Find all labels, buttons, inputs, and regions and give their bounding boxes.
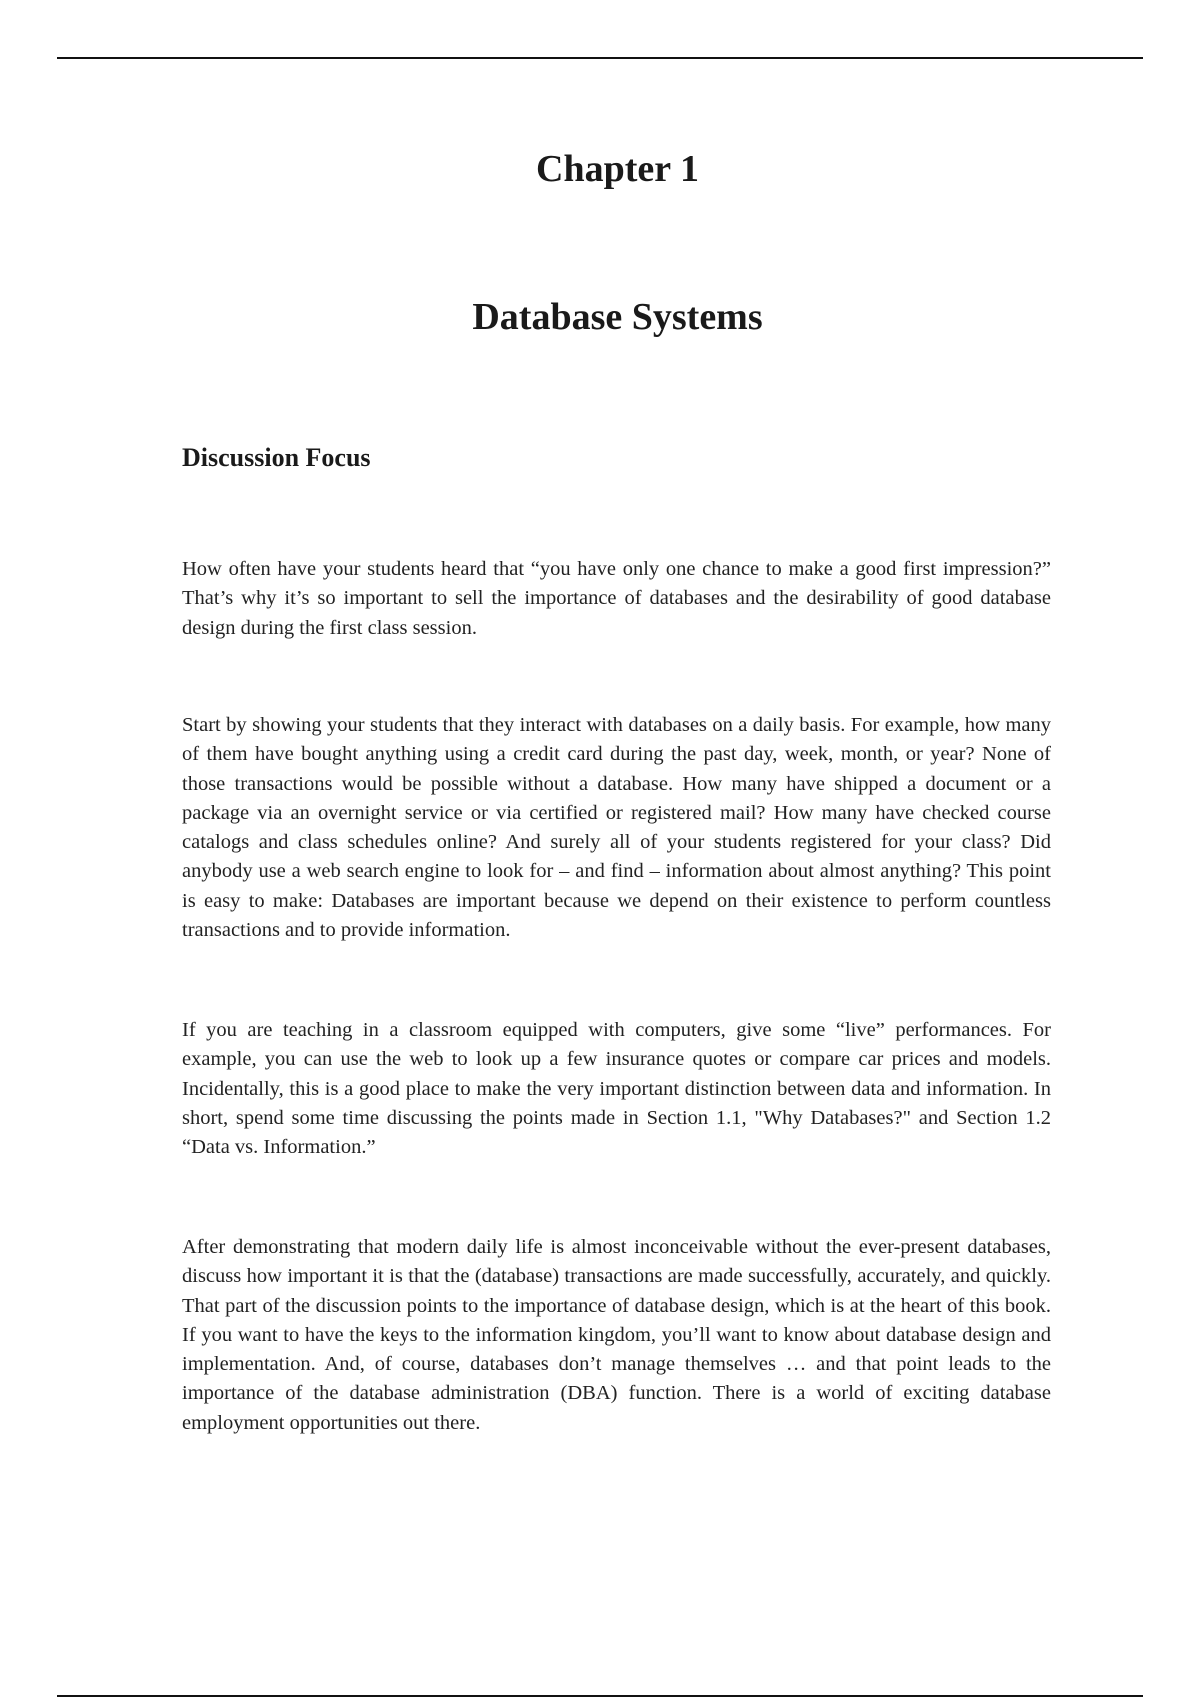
bottom-rule — [57, 1695, 1143, 1697]
paragraph-3: If you are teaching in a classroom equipped with computers, give some “live” performances. For example, you can use the web to look up a few insurance quotes or compare car prices and models. Incidentally, this is a good place to make the very important distinction between data and information. In short, spend some time discussing the points made in Section 1.1, "Why Databases?" and Section 1.2 “Data vs. Information.” — [182, 1019, 1051, 1159]
top-rule — [57, 57, 1143, 59]
paragraph-1: How often have your students heard that “you have only one chance to make a good first impression?” That’s why it’s so important to sell the importance of databases and the desirability of good database design during the first class session. — [182, 558, 1051, 639]
paragraph-4: After demonstrating that modern daily life is almost inconceivable without the ever-present databases, discuss how important it is that the (database) transactions are made successfully, accurately, and quickly. That part of the discussion points to the importance of database design, which is at the heart of this book. If you want to have the keys to the information kingdom, you’ll want to know about database design and implementation. And, of course, databases don’t manage themselves … and that point leads to the importance of the database administration (DBA) function. There is a world of exciting database employment opportunities out there. — [182, 1236, 1051, 1434]
paragraph-2: Start by showing your students that they interact with databases on a daily basis. For example, how many of them have bought anything using a credit card during the past day, week, month, or year? None of those transactions would be possible without a database. How many have shipped a document or a package via an overnight service or via certified or registered mail? How many have checked course catalogs and class schedules online? And surely all of your students registered for your class? Did anybody use a web search engine to look for – and find – information about almost anything? This point is easy to make: Databases are important because we depend on their existence to perform countless transactions and to provide information. — [182, 714, 1051, 942]
section-heading: Discussion Focus — [182, 443, 371, 472]
chapter-title: Database Systems — [472, 296, 763, 338]
chapter-number: Chapter 1 — [536, 148, 699, 190]
